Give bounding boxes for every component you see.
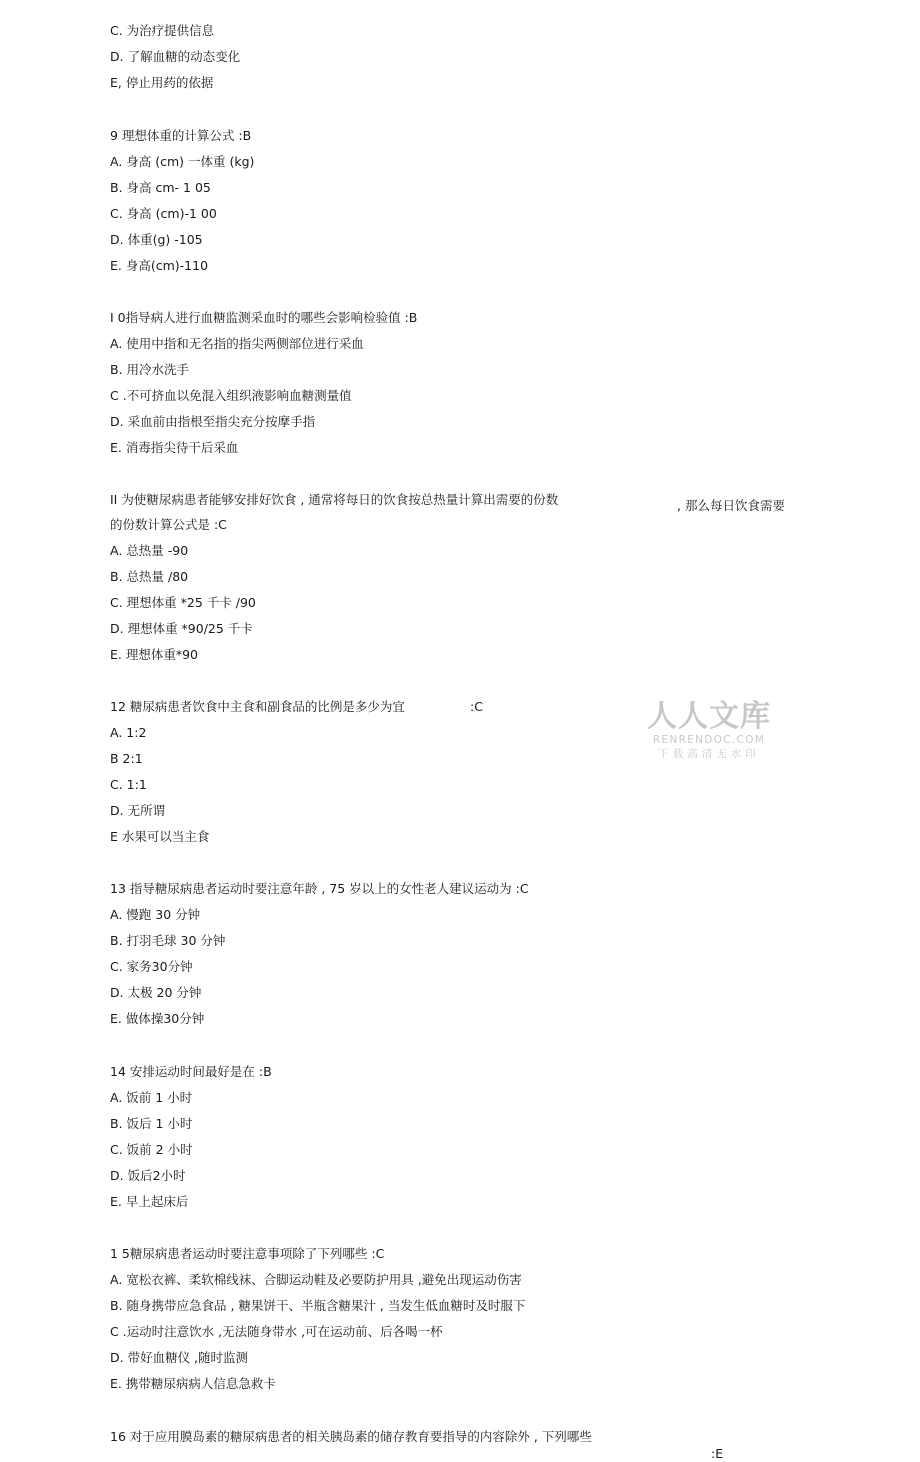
- q15-option-d: D. 带好血糖仪 ,随时监测: [110, 1350, 249, 1365]
- q11-option-b: B. 总热量 /80: [110, 569, 189, 584]
- q9-option-e: E. 身高(cm)-110: [110, 258, 209, 273]
- q10-option-e: E. 消毒指尖待干后采血: [110, 440, 239, 455]
- q14-stem: 14 安排运动时间最好是在 :B: [110, 1064, 272, 1079]
- q12-option-c: C. 1:1: [110, 777, 147, 792]
- q14-option-b: B. 饭后 1 小时: [110, 1116, 193, 1131]
- q11-stem-right: , 那么每日饮食需要: [677, 498, 785, 513]
- q15-option-b: B. 随身携带应急食品 , 糖果饼干、半瓶含糖果汁 , 当发生低血糖时及时服下: [110, 1298, 526, 1313]
- q8-option-d: D. 了解血糖的动态变化: [110, 49, 241, 64]
- watermark: [646, 700, 772, 761]
- q14-option-c: C. 饭前 2 小时: [110, 1142, 193, 1157]
- q9-stem: 9 理想体重的计算公式 :B: [110, 128, 252, 143]
- q16-stem: 16 对于应用膜岛素的糖尿病患者的相关胰岛素的储存教育要指导的内容除外 , 下列哪些: [110, 1429, 592, 1444]
- watermark-subtitle: 下载高清无水印: [658, 748, 760, 760]
- q10-option-d: D. 采血前由指根至指尖充分按摩手指: [110, 414, 316, 429]
- q13-option-d: D. 太极 20 分钟: [110, 985, 202, 1000]
- q13-option-a: A. 慢跑 30 分钟: [110, 907, 201, 922]
- q11-option-e: E. 理想体重*90: [110, 647, 199, 662]
- q13-stem: 13 指导糖尿病患者运动时要注意年龄 , 75 岁以上的女性老人建议运动为 :C: [110, 881, 529, 896]
- q12-option-b: B 2:1: [110, 751, 143, 766]
- q12-answer: :C: [470, 699, 483, 714]
- q8-option-e: E, 停止用药的依据: [110, 75, 214, 90]
- q12-option-d: D. 无所谓: [110, 803, 166, 818]
- q11-option-a: A. 总热量 -90: [110, 543, 189, 558]
- q9-option-b: B. 身高 cm- 1 05: [110, 180, 211, 195]
- q15-option-c: C .运动时注意饮水 ,无法随身带水 ,可在运动前、后各喝一杯: [110, 1324, 443, 1339]
- q11-stem-continued: 的份数计算公式是 :C: [110, 517, 227, 532]
- q9-option-d: D. 体重(g) -105: [110, 232, 203, 247]
- q12-option-e: E 水果可以当主食: [110, 829, 210, 844]
- watermark-url: RENRENDOC.COM: [652, 734, 766, 746]
- watermark-title: 人人文库: [647, 699, 771, 734]
- q10-option-b: B. 用冷水洗手: [110, 362, 190, 377]
- q10-option-a: A. 使用中指和无名指的指尖两侧部位进行采血: [110, 336, 364, 351]
- q15-option-e: E. 携带糖尿病病人信息急救卡: [110, 1376, 276, 1391]
- q13-option-e: E. 做体操30分钟: [110, 1011, 205, 1026]
- q9-option-a: A. 身高 (cm) 一体重 (kg): [110, 154, 255, 169]
- q8-option-c: C. 为治疗提供信息: [110, 23, 215, 38]
- q11-stem: II 为使糖尿病患者能够安排好饮食 , 通常将每日的饮食按总热量计算出需要的份数: [110, 492, 559, 507]
- q10-option-c: C .不可挤血以免混入组织液影响血糖测量值: [110, 388, 352, 403]
- q14-option-e: E. 早上起床后: [110, 1194, 189, 1209]
- q10-stem: I 0指导病人进行血糖监测采血时的哪些会影响检验值 :B: [110, 310, 418, 325]
- q14-option-d: D. 饭后2小时: [110, 1168, 186, 1183]
- q16-answer: :E: [711, 1446, 724, 1461]
- q14-option-a: A. 饭前 1 小时: [110, 1090, 193, 1105]
- q13-option-c: C. 家务30分钟: [110, 959, 193, 974]
- q13-option-b: B. 打羽毛球 30 分钟: [110, 933, 226, 948]
- q9-option-c: C. 身高 (cm)-1 00: [110, 206, 217, 221]
- q11-option-c: C. 理想体重 *25 千卡 /90: [110, 595, 256, 610]
- q15-stem: 1 5糖尿病患者运动时要注意事项除了下列哪些 :C: [110, 1246, 385, 1261]
- q15-option-a: A. 宽松衣裤、柔软棉线袜、合脚运动鞋及必要防护用具 ,避免出现运动伤害: [110, 1272, 522, 1287]
- q12-option-a: A. 1:2: [110, 725, 147, 740]
- q11-option-d: D. 理想体重 *90/25 千卡: [110, 621, 253, 636]
- q12-stem: 12 糖尿病患者饮食中主食和副食品的比例是多少为宜: [110, 699, 405, 714]
